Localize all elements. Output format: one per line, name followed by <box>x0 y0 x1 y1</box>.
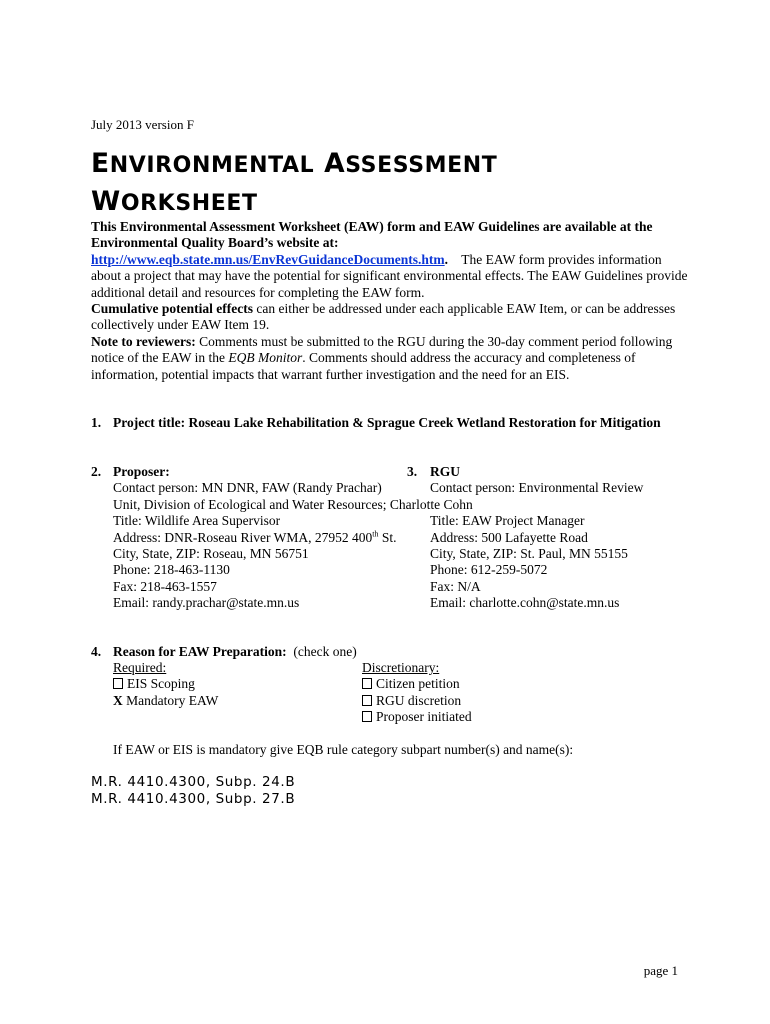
intro-heading-line1: This Environmental Assessment Worksheet (EAW) form and EAW Guidelines are available at the <box>91 219 653 234</box>
reason-hint: (check one) <box>293 644 357 659</box>
option-label: Mandatory EAW <box>126 692 219 708</box>
rgu-block <box>430 464 643 612</box>
rule-category-answers <box>91 774 295 807</box>
proposer-title: Title: Wildlife Area Supervisor <box>113 513 281 529</box>
rule-answer: M.R. 4410.4300, Subp. 24.B <box>91 774 296 790</box>
proposer-fax: Fax: 218-463-1557 <box>113 578 217 594</box>
section-number: 4. <box>91 644 102 659</box>
note-paragraph <box>91 334 691 383</box>
checkbox-icon[interactable] <box>362 678 372 689</box>
rgu-contact: Contact person: Environmental Review <box>430 480 644 496</box>
section-number: 1. <box>91 415 102 430</box>
note-text: Comments must be submitted to the RGU during the 30-day comment period following notice of the EAW in the <box>91 333 673 366</box>
project-title: Project title: Roseau Lake Rehabilitation & Sprague Creek Wetland Restoration for Mitigation <box>113 415 661 430</box>
proposer-address <box>113 530 473 546</box>
rgu-phone: Phone: 612-259-5072 <box>430 562 548 578</box>
proposer-heading: Proposer: <box>113 464 170 479</box>
rgu-email: Email: charlotte.cohn@state.mn.us <box>430 595 620 611</box>
proposer-phone: Phone: 218-463-1130 <box>113 562 230 578</box>
note-text-rest: . Comments should address the accuracy and completeness of information, potential impacts that warrant further investigation and the need for an EIS. <box>91 350 636 382</box>
proposer-contact: Contact person: MN DNR, FAW (Randy Prachar) <box>113 480 382 496</box>
option-rgu-discretion[interactable] <box>362 693 472 709</box>
section-4-number <box>91 644 101 660</box>
rule-category-question: If EAW or EIS is mandatory give EQB rule category subpart number(s) and name(s): <box>113 742 574 757</box>
option-mandatory-eaw[interactable] <box>113 693 218 709</box>
check-mark: X <box>113 692 123 708</box>
title-initial: W <box>91 186 121 217</box>
rgu-fax: Fax: N/A <box>430 578 481 594</box>
checkbox-icon[interactable] <box>113 678 123 689</box>
required-label: Required: <box>113 660 167 675</box>
version-label: July 2013 version F <box>91 117 194 132</box>
option-citizen-petition[interactable] <box>362 676 472 692</box>
required-options <box>113 660 218 709</box>
document-title <box>91 146 497 222</box>
eqb-guidance-link[interactable]: http://www.eqb.state.mn.us/EnvRevGuidanceDocuments.htm <box>91 251 445 267</box>
cumulative-paragraph <box>91 301 691 334</box>
reason-heading-row <box>113 644 357 660</box>
intro-block <box>91 219 691 383</box>
section-number: 3. <box>407 464 418 479</box>
option-proposer-initiated[interactable] <box>362 709 472 725</box>
option-label: EIS Scoping <box>127 676 195 692</box>
rgu-title: Title: EAW Project Manager <box>430 513 585 529</box>
proposer-city: City, State, ZIP: Roseau, MN 56751 <box>113 546 309 562</box>
proposer-unit: Unit, Division of Ecological and Water Resources; Charlotte Cohn <box>113 496 473 512</box>
reason-heading: Reason for EAW Preparation: <box>113 644 287 659</box>
title-word-environmental: NVIRONMENTAL <box>109 153 315 178</box>
section-3-number <box>407 464 417 480</box>
option-label: RGU discretion <box>376 692 462 708</box>
title-initial: A <box>324 148 346 179</box>
page-number: page 1 <box>643 963 678 978</box>
proposer-block <box>113 464 473 612</box>
section-1 <box>91 415 661 431</box>
discretionary-label: Discretionary: <box>362 660 440 675</box>
intro-heading-line2: Environmental Quality Board’s website at: <box>91 235 339 251</box>
rgu-heading: RGU <box>430 464 460 479</box>
intro-paragraph <box>91 252 691 301</box>
section-number: 2. <box>91 464 102 479</box>
discretionary-options <box>362 660 472 726</box>
rule-answer: M.R. 4410.4300, Subp. 27.B <box>91 790 296 807</box>
cumulative-label: Cumulative potential effects <box>91 301 253 317</box>
spacer <box>430 497 643 513</box>
intro-description: The EAW form provides information about a project that may have the potential for significant environmental effects. The EAW Guidelines provide additional detail and resources for completing the EAW form. <box>91 251 688 300</box>
title-initial: E <box>91 148 110 179</box>
checkbox-icon[interactable] <box>362 695 372 706</box>
proposer-email: Email: randy.prachar@state.mn.us <box>113 595 300 611</box>
title-word-assessment: SSESSMENT <box>345 153 498 178</box>
rgu-city: City, State, ZIP: St. Paul, MN 55155 <box>430 546 628 562</box>
note-label: Note to reviewers: <box>91 333 196 349</box>
address-text: Address: DNR-Roseau River WMA, 27952 400 <box>113 529 373 545</box>
link-period: . <box>444 251 449 267</box>
title-word-worksheet: ORKSHEET <box>120 191 258 216</box>
eqb-monitor-text: EQB Monitor <box>228 350 303 366</box>
checkbox-icon[interactable] <box>362 711 372 722</box>
option-eis-scoping[interactable] <box>113 676 218 692</box>
option-label: Citizen petition <box>376 676 460 692</box>
ordinal-suffix: th <box>372 529 379 539</box>
rgu-address: Address: 500 Lafayette Road <box>430 529 588 545</box>
section-2-number <box>91 464 101 480</box>
cumulative-text: can either be addressed under each applicable EAW Item, or can be addresses collectively under EAW Item 19. <box>91 301 676 333</box>
address-suffix: St. <box>378 529 397 545</box>
option-label: Proposer initiated <box>376 709 472 725</box>
